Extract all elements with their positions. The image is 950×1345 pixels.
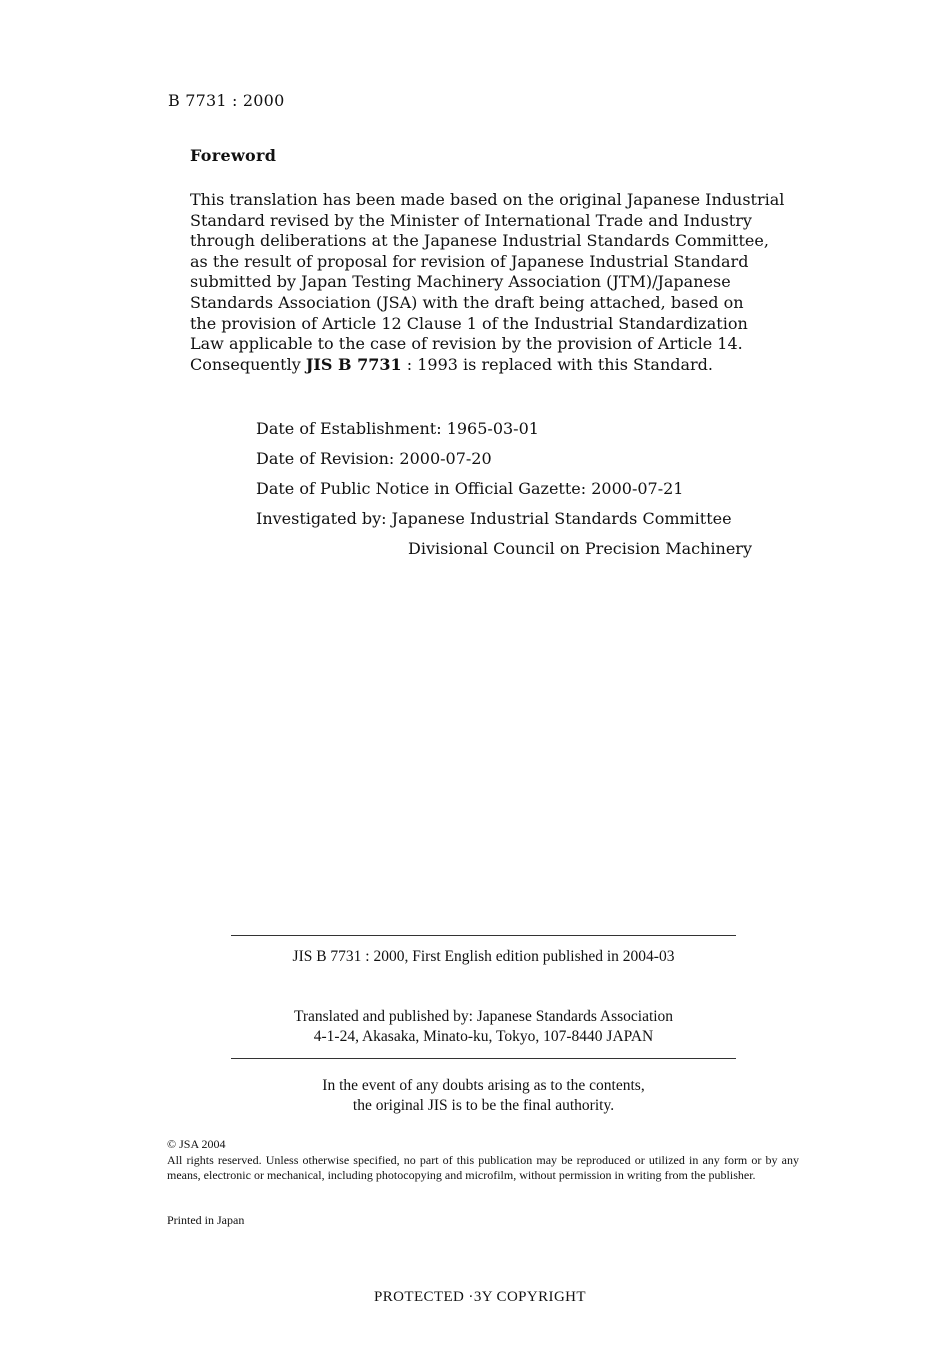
- foreword-paragraph: [190, 190, 810, 375]
- authority-note: [231, 1076, 736, 1116]
- copyright-notice: © JSA 2004: [167, 1137, 226, 1151]
- publisher-address: 4-1-24, Akasaka, Minato-ku, Tokyo, 107-8440 JAPAN: [313, 1028, 654, 1045]
- foreword-heading: Foreword: [190, 146, 277, 165]
- foreword-line: through deliberations at the Japanese Industrial Standards Committee,: [190, 231, 769, 251]
- foreword-line: Law applicable to the case of revision by the provision of Article 14.: [190, 334, 743, 354]
- publisher-info: [231, 1007, 736, 1047]
- document-id: B 7731 : 2000: [168, 91, 285, 110]
- foreword-line: submitted by Japan Testing Machinery Association (JTM)/Japanese: [190, 272, 731, 292]
- foreword-line: Standards Association (JSA) with the draft being attached, based on: [190, 292, 744, 312]
- foreword-last-line: [190, 355, 810, 376]
- foreword-line: as the result of proposal for revision of Japanese Industrial Standard: [190, 251, 749, 271]
- date-of-establishment: Date of Establishment: 1965-03-01: [256, 419, 539, 438]
- publisher-line: Translated and published by: Japanese Standards Association: [293, 1008, 674, 1025]
- foreword-last-prefix: Consequently: [190, 354, 306, 374]
- foreword-line: This translation has been made based on the original Japanese Industrial: [190, 190, 785, 209]
- foreword-line: the provision of Article 12 Clause 1 of the Industrial Standardization: [190, 313, 748, 333]
- standard-reference: JIS B 7731: [305, 354, 402, 374]
- protected-by-copyright-footer: PROTECTED ·3Y COPYRIGHT: [374, 1289, 586, 1305]
- date-of-revision: Date of Revision: 2000-07-20: [256, 449, 492, 468]
- rights-statement: All rights reserved. Unless otherwise specified, no part of this publication may be reproduced or utilized in any form or by any means, electronic or mechanical, including photocopying and microfilm, without permission in writing from the publisher.: [167, 1152, 799, 1182]
- bottom-divider: [231, 1058, 736, 1059]
- date-of-public-notice: Date of Public Notice in Official Gazette: 2000-07-21: [256, 479, 684, 498]
- authority-line: In the event of any doubts arising as to the contents,: [322, 1077, 645, 1094]
- foreword-last-suffix: : 1993 is replaced with this Standard.: [401, 354, 713, 374]
- investigated-by-continued: Divisional Council on Precision Machinery: [408, 539, 752, 558]
- investigated-by: Investigated by: Japanese Industrial Standards Committee: [256, 509, 732, 528]
- copyright-block: [167, 1137, 799, 1184]
- printed-in: Printed in Japan: [167, 1213, 245, 1227]
- foreword-line: Standard revised by the Minister of International Trade and Industry: [190, 210, 752, 230]
- edition-note: JIS B 7731 : 2000, First English edition published in 2004-03: [292, 948, 675, 965]
- standard-dates: [256, 414, 752, 564]
- top-divider: [231, 935, 736, 936]
- authority-line: the original JIS is to be the final authority.: [352, 1097, 615, 1114]
